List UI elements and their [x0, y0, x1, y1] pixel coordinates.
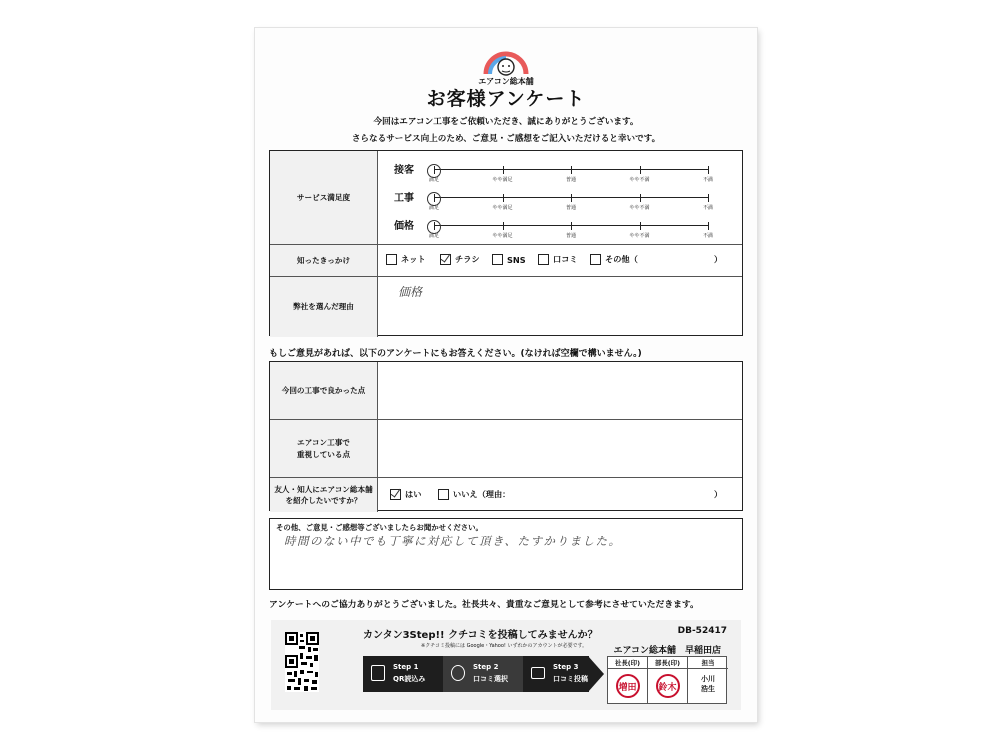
stamp-cell-manager [648, 669, 688, 703]
step-2: Step 2 口コミ選択 [443, 656, 525, 692]
reason-row [270, 277, 742, 337]
scale-tick[interactable] [503, 194, 504, 202]
logo-text: エアコン総本舗 [478, 77, 534, 86]
scale-tick[interactable] [571, 194, 572, 202]
priority-label: エアコン工事で 重視している点 [270, 420, 378, 477]
priority-row [270, 420, 742, 478]
company-logo [468, 40, 544, 84]
scale-tick-label: 満足 [428, 205, 440, 211]
arrow-right-icon [588, 656, 604, 692]
referral-yes[interactable]: はい [390, 489, 421, 500]
scale-tick-label: やや満足 [492, 205, 513, 211]
scale-tick-label: やや満足 [492, 177, 513, 183]
priority-answer[interactable] [378, 420, 742, 477]
checkbox[interactable] [386, 254, 397, 265]
scale-name: 価格 [394, 221, 414, 232]
scale-tick-label: 不満 [702, 177, 714, 183]
page-title: お客様アンケート [426, 88, 586, 110]
checkbox-checked[interactable] [390, 489, 401, 500]
scale-name: 接客 [394, 165, 414, 176]
selected-circle-mark [427, 164, 441, 178]
scale-tick[interactable] [503, 166, 504, 174]
scale-tick[interactable] [571, 166, 572, 174]
checkbox-checked[interactable] [440, 254, 451, 265]
step-1: Step 1 QR読込み [363, 656, 445, 692]
satisfaction-label: サービス満足度 [270, 151, 378, 244]
db-code: DB-52417 [677, 626, 727, 636]
scale-tick[interactable] [571, 222, 572, 230]
rating-scale[interactable] [428, 225, 714, 239]
stamp-cell-president [608, 669, 648, 703]
survey-sheet [255, 28, 757, 722]
scale-tick[interactable] [708, 194, 709, 202]
comments-label: その他、ご意見・ご感想等ございましたらお聞かせください。 [276, 523, 483, 532]
satisfaction-scales [378, 151, 742, 244]
scale-tick[interactable] [503, 222, 504, 230]
selected-circle-mark [427, 220, 441, 234]
optional-table [269, 361, 743, 511]
promo-note: ※クチコミ投稿には Google・Yahoo! いずれかのアカウントが必要です。 [421, 643, 588, 649]
rating-scale[interactable] [428, 197, 714, 211]
scale-tick-label: 不満 [702, 205, 714, 211]
seal-stamp: 鈴木 [656, 674, 680, 698]
scale-tick-label: 普通 [565, 233, 577, 239]
qr-scan-icon [371, 665, 385, 681]
thanks-message: アンケートへのご協力ありがとうございました。社長共々、貴重なご意見として参考にさせていただきます。 [269, 600, 699, 610]
logo-mascot-icon [468, 40, 544, 80]
good-points-label: 今回の工事で良かった点 [270, 362, 378, 419]
scale-tick[interactable] [708, 166, 709, 174]
comments-box[interactable] [269, 518, 743, 590]
referral-label: 友人・知人にエアコン総本舗 を紹介したいですか？ [270, 478, 378, 512]
option-other-close: ） [714, 254, 723, 264]
stamp-table [607, 656, 727, 704]
survey-table [269, 150, 743, 336]
scale-tick-label: 満足 [428, 177, 440, 183]
scale-tick[interactable] [640, 194, 641, 202]
scale-tick[interactable] [640, 166, 641, 174]
source-label: 知ったきっかけ [270, 245, 378, 276]
scale-tick-label: やや不満 [629, 177, 650, 183]
checkbox[interactable] [492, 254, 503, 265]
staff-name: 小川 浩生 [701, 675, 715, 693]
stamp-head-manager: 部長(印) [648, 657, 688, 669]
scale-tick-label: 満足 [428, 233, 440, 239]
checkbox[interactable] [538, 254, 549, 265]
shop-name: エアコン総本舗 早稲田店 [613, 646, 721, 656]
scale-name: 工事 [394, 193, 414, 204]
checkbox[interactable] [438, 489, 449, 500]
review-promo [271, 620, 741, 710]
stamp-head-president: 社長(印) [608, 657, 648, 669]
scale-tick-label: 普通 [565, 177, 577, 183]
checkbox[interactable] [590, 254, 601, 265]
source-options [378, 245, 742, 276]
reason-answer: 価格 [398, 285, 423, 299]
stamp-head-staff: 担当 [688, 657, 728, 669]
optional-heading: もしご意見があれば、以下のアンケートにもお答えください。(なければ空欄で構いません。) [269, 349, 642, 359]
seal-stamp: 増田 [616, 674, 640, 698]
good-points-answer[interactable] [378, 362, 742, 419]
comments-answer: 時間のない中でも丁寧に対応して頂き、たすかりました。 [284, 534, 622, 548]
referral-options [378, 478, 742, 512]
search-icon [451, 665, 465, 681]
referral-row [270, 478, 742, 512]
scale-tick-label: やや満足 [492, 233, 513, 239]
qr-code-icon[interactable] [285, 632, 319, 692]
option-word-of-mouth[interactable]: 口コミ [538, 254, 578, 265]
referral-close: ） [714, 489, 723, 499]
source-row [270, 245, 742, 277]
step-3: Step 3 口コミ投稿 [523, 656, 589, 692]
scale-tick-label: 普通 [565, 205, 577, 211]
scale-tick[interactable] [640, 222, 641, 230]
reason-answer-area[interactable] [378, 277, 742, 337]
option-other[interactable]: その他（ [590, 254, 638, 265]
rating-scale[interactable] [428, 169, 714, 183]
review-steps [363, 656, 603, 692]
scale-tick-label: 不満 [702, 233, 714, 239]
referral-no[interactable]: いいえ（理由： [438, 489, 510, 500]
option-net[interactable]: ネット [386, 254, 426, 265]
promo-title: カンタン3Step!! クチコミを投稿してみませんか？ [363, 630, 598, 641]
scale-tick-label: やや不満 [629, 233, 650, 239]
intro-line-1: 今回はエアコン工事をご依頼いただき、誠にありがとうございます。 [373, 117, 639, 127]
satisfaction-row [270, 151, 742, 245]
scale-tick[interactable] [708, 222, 709, 230]
good-points-row [270, 362, 742, 420]
scale-tick-label: やや不満 [629, 205, 650, 211]
stamp-cell-staff [688, 669, 728, 703]
option-sns[interactable]: SNS [492, 254, 526, 265]
selected-circle-mark [427, 192, 441, 206]
intro-line-2: さらなるサービス向上のため、ご意見・ご感想をご記入いただけると幸いです。 [351, 134, 661, 144]
option-flyer[interactable]: チラシ [440, 254, 480, 265]
reason-label: 弊社を選んだ理由 [270, 277, 378, 337]
comment-icon [531, 667, 545, 679]
